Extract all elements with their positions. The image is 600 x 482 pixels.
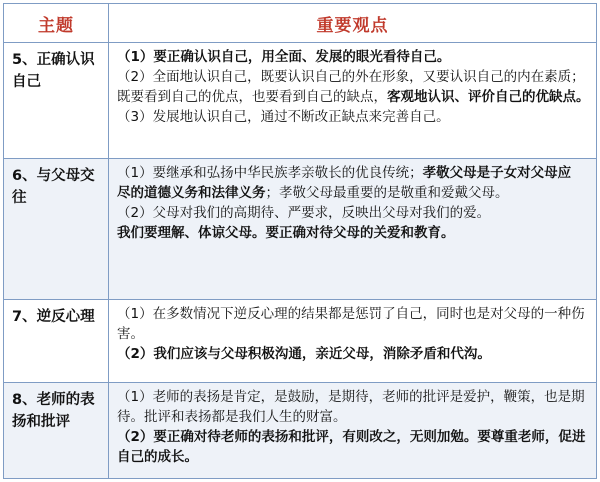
point: （1）要正确认识自己，用全面、发展的眼光看待自己。: [117, 49, 451, 66]
row-topic: 6、与父母交往: [4, 158, 109, 299]
summary-table: [3, 3, 597, 479]
row-topic: 7、逆反心理: [4, 299, 109, 382]
point: （2）要正确对待老师的表扬和批评，有则改之，无则加勉。要尊重老师，促进自己的成长。: [117, 428, 586, 465]
point-text: （2）父母对我们的高期待、严要求，反映出父母对我们的爱。: [117, 204, 491, 221]
point: [117, 203, 590, 243]
point: （3）发展地认识自己，通过不断改正缺点来完善自己。: [117, 109, 450, 126]
point: [117, 67, 590, 107]
table-row: [4, 43, 597, 158]
point: （1）老师的表扬是肯定，是鼓励，是期待，老师的批评是爱护，鞭策，也是期待。批评和表扬都是我们人生的财富。: [117, 388, 585, 425]
point-text-bold: 我们要理解、体谅父母。要正确对待父母的关爱和教育。: [117, 224, 455, 241]
point: （1）在多数情况下逆反心理的结果都是惩罚了自己，同时也是对父母的一种伤害。: [117, 305, 585, 342]
row-topic: 5、正确认识自己: [4, 43, 109, 158]
row-content: [109, 158, 597, 299]
table-row: [4, 299, 597, 382]
header-topic: 主题: [4, 4, 109, 43]
point-text-bold: 孝敬父母是子女对父母应: [422, 164, 572, 181]
header-points: 重要观点: [109, 4, 597, 43]
point-text: ；孝敬父母最重要的是敬重和爱戴父母。: [265, 184, 509, 201]
point-text-bold: 尽的道德义务和法律义务: [117, 184, 266, 201]
row-content: [109, 299, 597, 382]
point: （2）我们应该与父母积极沟通，亲近父母，消除矛盾和代沟。: [117, 345, 491, 362]
table-header-row: [4, 4, 597, 43]
row-topic: 8、老师的表扬和批评: [4, 382, 109, 478]
row-content: [109, 43, 597, 158]
point-text: （2）全面地认识自己，既要认识自己的外在形象，又要认识自己的内在素质；既要看到自己的优点，也要看到自己的缺点，: [117, 69, 585, 106]
row-content: [109, 382, 597, 478]
point: [117, 163, 590, 203]
point-text: （1）要继承和弘扬中华民族孝亲敬长的优良传统；: [117, 164, 423, 181]
table-row: [4, 382, 597, 478]
table-row: [4, 158, 597, 299]
point-text-bold: 客观地认识、评价自己的优缺点。: [387, 89, 590, 106]
